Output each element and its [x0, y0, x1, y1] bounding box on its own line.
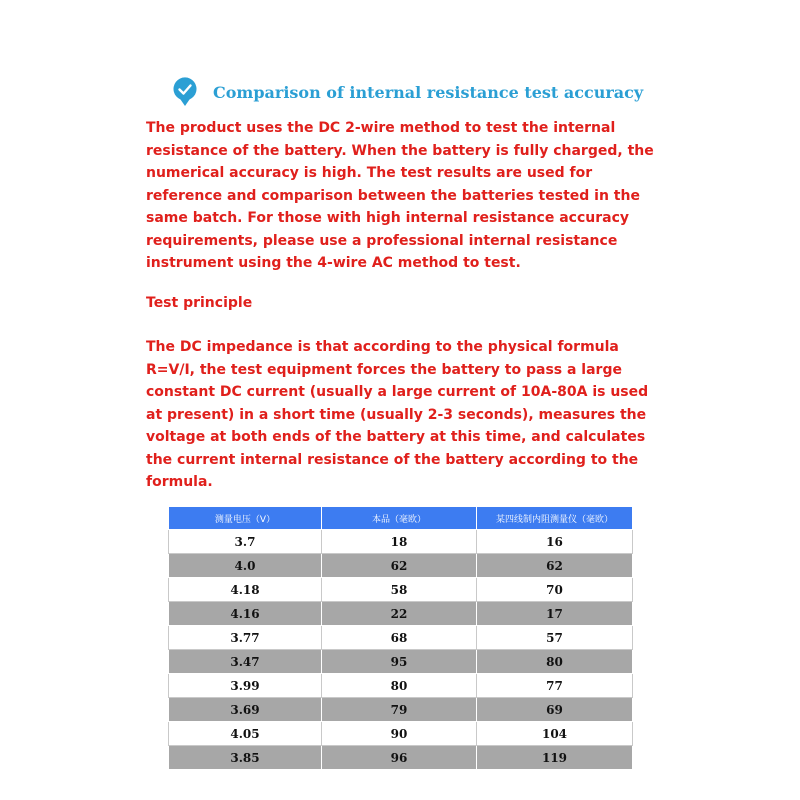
principle-paragraph: The DC impedance is that according to the physical formula R=V/I, the test equipment forces the battery to pass a large constant DC current (usually a large current of 10A-80A is used at present) in a short time (usually 2-3 seconds), measures the voltage at both ends of the battery at this time, and calculates the current internal resistance of the battery according to the formula. — [146, 339, 649, 490]
cell-product: 62 — [322, 554, 477, 578]
table-row — [169, 530, 633, 554]
table-row — [169, 554, 633, 578]
header-four-wire: 某四线制内阻测量仪（毫欧） — [477, 507, 633, 530]
header-product: 本品（毫欧） — [322, 507, 477, 530]
cell-product: 80 — [322, 674, 477, 698]
intro-paragraph: The product uses the DC 2-wire method to test the internal resistance of the battery. When the battery is fully charged, the numerical accuracy is high. The test results are used for reference and comparison between the batteries tested in the same batch. For those with high internal resistance accuracy requirements, please use a professional internal resistance instrument using the 4-wire AC method to test. — [146, 120, 654, 271]
table-row — [169, 746, 633, 770]
table-row — [169, 602, 633, 626]
cell-voltage: 3.77 — [169, 626, 322, 650]
cell-product: 18 — [322, 530, 477, 554]
cell-product: 58 — [322, 578, 477, 602]
cell-product: 22 — [322, 602, 477, 626]
check-badge-icon — [172, 77, 198, 107]
cell-product: 79 — [322, 698, 477, 722]
cell-four-wire: 70 — [477, 578, 633, 602]
cell-four-wire: 80 — [477, 650, 633, 674]
cell-voltage: 4.16 — [169, 602, 322, 626]
cell-voltage: 3.69 — [169, 698, 322, 722]
cell-product: 90 — [322, 722, 477, 746]
cell-voltage: 4.0 — [169, 554, 322, 578]
cell-voltage: 4.18 — [169, 578, 322, 602]
cell-voltage: 3.85 — [169, 746, 322, 770]
table-row — [169, 698, 633, 722]
cell-product: 68 — [322, 626, 477, 650]
cell-four-wire: 104 — [477, 722, 633, 746]
section-header — [172, 72, 692, 112]
cell-four-wire: 119 — [477, 746, 633, 770]
table-row — [169, 626, 633, 650]
table-header-row — [169, 507, 633, 530]
cell-four-wire: 17 — [477, 602, 633, 626]
table-row — [169, 650, 633, 674]
cell-voltage: 3.47 — [169, 650, 322, 674]
section-heading: Test principle — [146, 295, 253, 311]
comparison-table — [168, 506, 633, 770]
cell-voltage: 3.99 — [169, 674, 322, 698]
cell-voltage: 3.7 — [169, 530, 322, 554]
cell-product: 96 — [322, 746, 477, 770]
cell-four-wire: 16 — [477, 530, 633, 554]
table-row — [169, 674, 633, 698]
cell-four-wire: 77 — [477, 674, 633, 698]
header-voltage: 测量电压（V） — [169, 507, 322, 530]
cell-product: 95 — [322, 650, 477, 674]
page-title: Comparison of internal resistance test accuracy — [213, 82, 644, 102]
cell-voltage: 4.05 — [169, 722, 322, 746]
cell-four-wire: 57 — [477, 626, 633, 650]
cell-four-wire: 62 — [477, 554, 633, 578]
cell-four-wire: 69 — [477, 698, 633, 722]
table-row — [169, 722, 633, 746]
table-row — [169, 578, 633, 602]
table-body — [169, 530, 633, 770]
